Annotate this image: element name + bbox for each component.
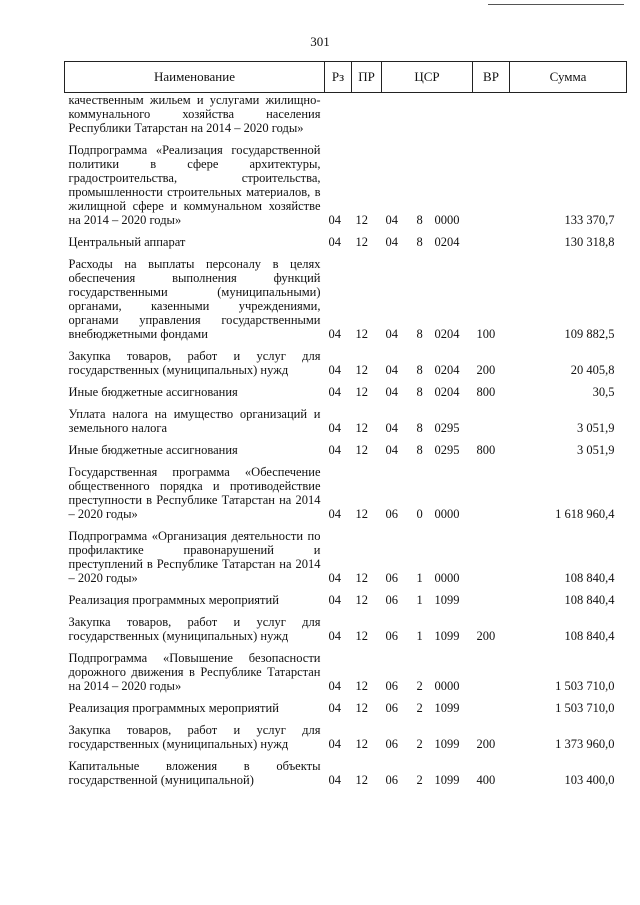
row-csr-2: 1 — [416, 571, 423, 585]
table-row — [65, 377, 627, 399]
page-number: 301 — [310, 34, 330, 49]
row-csr-3: 1099 — [434, 773, 460, 787]
row-csr-2: 2 — [416, 679, 423, 693]
table-header-row — [65, 62, 627, 93]
row-csr-2: 2 — [416, 773, 423, 787]
row-vr — [473, 643, 510, 693]
table-row — [65, 715, 627, 751]
row-csr-3: 0000 — [434, 679, 460, 693]
row-pr: 12 — [355, 363, 368, 377]
budget-table — [64, 61, 627, 787]
row-csr-3: 1099 — [434, 593, 460, 607]
row-name: Иные бюджетные ассигнования — [68, 385, 238, 399]
row-vr: 200 — [476, 737, 496, 751]
row-sum: 30,5 — [592, 385, 615, 399]
row-csr-3: 0295 — [434, 421, 460, 435]
row-csr-2: 8 — [416, 235, 423, 249]
row-name: Подпрограмма «Повышение безопасности дорожного движения в Республике Татарстан на 2014 – 2020 годы» — [68, 651, 321, 693]
row-pr: 12 — [355, 737, 368, 751]
row-rz: 04 — [328, 679, 341, 693]
row-csr-1: 06 — [385, 679, 398, 693]
row-csr-3: 0204 — [434, 235, 460, 249]
row-name: Расходы на выплаты персоналу в целях обеспечения выполнения функций государственными (муниципальными) органами, казенными учреждениями, органами управления государственными внебюджетными фондами — [68, 257, 321, 341]
header-sum: Сумма — [510, 62, 627, 93]
row-rz: 04 — [328, 507, 341, 521]
row-name: Государственная программа «Обеспечение общественного порядка и противодействие преступности в Республике Татарстан на 2014 – 2020 годы» — [68, 465, 321, 521]
table-row — [65, 341, 627, 377]
row-csr-3: 1099 — [434, 629, 460, 643]
row-vr: 800 — [476, 385, 496, 399]
row-csr-1: 06 — [385, 507, 398, 521]
row-vr — [473, 135, 510, 227]
row-pr: 12 — [355, 571, 368, 585]
row-name: Закупка товаров, работ и услуг для государственных (муниципальных) нужд — [68, 723, 321, 751]
row-csr-1: 04 — [385, 421, 398, 435]
row-name: Реализация программных мероприятий — [68, 593, 279, 607]
row-rz: 04 — [328, 629, 341, 643]
row-rz: 04 — [328, 571, 341, 585]
row-sum — [510, 93, 627, 136]
row-rz: 04 — [328, 701, 341, 715]
row-vr: 800 — [476, 443, 496, 457]
row-pr: 12 — [355, 629, 368, 643]
row-csr-3: 0204 — [434, 385, 460, 399]
row-sum: 108 840,4 — [564, 571, 615, 585]
row-csr-1: 06 — [385, 737, 398, 751]
table-row — [65, 135, 627, 227]
row-csr-1: 04 — [385, 363, 398, 377]
row-sum: 1 503 710,0 — [555, 701, 615, 715]
row-pr: 12 — [355, 385, 368, 399]
row-sum: 109 882,5 — [564, 327, 615, 341]
row-csr-2: 8 — [416, 443, 423, 457]
row-csr-2: 1 — [416, 593, 423, 607]
table-row — [65, 693, 627, 715]
row-csr-2: 1 — [416, 629, 423, 643]
row-csr-1: 04 — [385, 443, 398, 457]
row-pr: 12 — [355, 773, 368, 787]
row-csr-1: 06 — [385, 773, 398, 787]
header-name: Наименование — [65, 62, 325, 93]
row-pr: 12 — [355, 593, 368, 607]
row-csr-1: 06 — [385, 701, 398, 715]
row-pr: 12 — [355, 235, 368, 249]
row-csr-3: 0204 — [434, 363, 460, 377]
row-sum: 1 618 960,4 — [555, 507, 615, 521]
row-csr-2: 8 — [416, 385, 423, 399]
row-pr: 12 — [355, 421, 368, 435]
row-csr-1 — [382, 93, 413, 136]
header-vr: ВР — [473, 62, 510, 93]
row-csr-2: 8 — [416, 327, 423, 341]
row-csr-3: 1099 — [434, 737, 460, 751]
row-csr-3 — [433, 93, 473, 136]
table-row — [65, 607, 627, 643]
row-name: Центральный аппарат — [68, 235, 186, 249]
row-sum: 130 318,8 — [564, 235, 615, 249]
row-pr: 12 — [355, 213, 368, 227]
row-csr-3: 0000 — [434, 571, 460, 585]
row-vr — [473, 585, 510, 607]
header-rz: Рз — [325, 62, 352, 93]
row-vr — [473, 521, 510, 585]
row-csr-3: 0204 — [434, 327, 460, 341]
row-pr: 12 — [355, 679, 368, 693]
row-rz: 04 — [328, 593, 341, 607]
table-row — [65, 585, 627, 607]
row-rz: 04 — [328, 327, 341, 341]
row-name: Реализация программных мероприятий — [68, 701, 279, 715]
row-csr-2: 8 — [416, 213, 423, 227]
row-sum: 1 373 960,0 — [555, 737, 615, 751]
row-sum: 133 370,7 — [564, 213, 615, 227]
row-name: Подпрограмма «Организация деятельности по профилактике правонарушений и преступлений в Республике Татарстан на 2014 – 2020 годы» — [68, 529, 321, 585]
row-rz: 04 — [328, 443, 341, 457]
row-name: Иные бюджетные ассигнования — [68, 443, 238, 457]
row-vr — [473, 457, 510, 521]
row-vr — [473, 693, 510, 715]
table-row — [65, 751, 627, 787]
row-csr-1: 06 — [385, 629, 398, 643]
row-sum: 20 405,8 — [570, 363, 615, 377]
row-csr-3: 0000 — [434, 213, 460, 227]
row-csr-2 — [413, 93, 433, 136]
row-pr — [352, 93, 382, 136]
row-vr — [473, 93, 510, 136]
row-sum: 108 840,4 — [564, 629, 615, 643]
row-csr-2: 8 — [416, 421, 423, 435]
row-csr-1: 06 — [385, 593, 398, 607]
row-rz: 04 — [328, 213, 341, 227]
row-rz: 04 — [328, 235, 341, 249]
row-pr: 12 — [355, 327, 368, 341]
row-vr: 400 — [476, 773, 496, 787]
table-row — [65, 435, 627, 457]
header-csr: ЦСР — [382, 62, 473, 93]
row-csr-1: 04 — [385, 327, 398, 341]
row-sum: 3 051,9 — [577, 443, 615, 457]
row-rz: 04 — [328, 385, 341, 399]
row-pr: 12 — [355, 443, 368, 457]
row-name: Закупка товаров, работ и услуг для государственных (муниципальных) нужд — [68, 349, 321, 377]
row-csr-1: 04 — [385, 213, 398, 227]
row-csr-3: 0000 — [434, 507, 460, 521]
row-name: Капитальные вложения в объекты государственной (муниципальной) — [68, 759, 321, 787]
table-body — [65, 93, 627, 788]
row-csr-2: 8 — [416, 363, 423, 377]
row-csr-3: 0295 — [434, 443, 460, 457]
table-row — [65, 93, 627, 136]
table-row — [65, 227, 627, 249]
table-row — [65, 643, 627, 693]
header-pr: ПР — [352, 62, 382, 93]
table-row — [65, 249, 627, 341]
row-vr — [473, 227, 510, 249]
row-csr-2: 0 — [416, 507, 423, 521]
row-sum: 1 503 710,0 — [555, 679, 615, 693]
row-rz: 04 — [328, 773, 341, 787]
table-row — [65, 521, 627, 585]
row-name: качественным жильем и услугами жилищно-коммунального хозяйства населения Республики Татарстан на 2014 – 2020 годы» — [68, 93, 321, 135]
corner-rule — [488, 4, 624, 5]
row-rz: 04 — [328, 421, 341, 435]
row-rz: 04 — [328, 363, 341, 377]
row-vr: 200 — [476, 363, 496, 377]
row-name: Закупка товаров, работ и услуг для государственных (муниципальных) нужд — [68, 615, 321, 643]
row-sum: 3 051,9 — [577, 421, 615, 435]
row-csr-1: 06 — [385, 571, 398, 585]
row-csr-1: 04 — [385, 235, 398, 249]
row-vr — [473, 399, 510, 435]
row-rz: 04 — [328, 737, 341, 751]
row-csr-3: 1099 — [434, 701, 460, 715]
row-name: Уплата налога на имущество организаций и земельного налога — [68, 407, 321, 435]
row-csr-2: 2 — [416, 737, 423, 751]
table-row — [65, 457, 627, 521]
row-sum: 103 400,0 — [564, 773, 615, 787]
row-pr: 12 — [355, 507, 368, 521]
row-vr: 100 — [476, 327, 496, 341]
row-rz — [325, 93, 352, 136]
table-row — [65, 399, 627, 435]
row-csr-2: 2 — [416, 701, 423, 715]
row-sum: 108 840,4 — [564, 593, 615, 607]
row-name: Подпрограмма «Реализация государственной политики в сфере архитектуры, градостроительства, строительства, промышленности строительных материалов, в жилищной сфере и коммунальном хозяйстве на 2014 – 2020 годы» — [68, 143, 321, 227]
row-vr: 200 — [476, 629, 496, 643]
row-pr: 12 — [355, 701, 368, 715]
row-csr-1: 04 — [385, 385, 398, 399]
